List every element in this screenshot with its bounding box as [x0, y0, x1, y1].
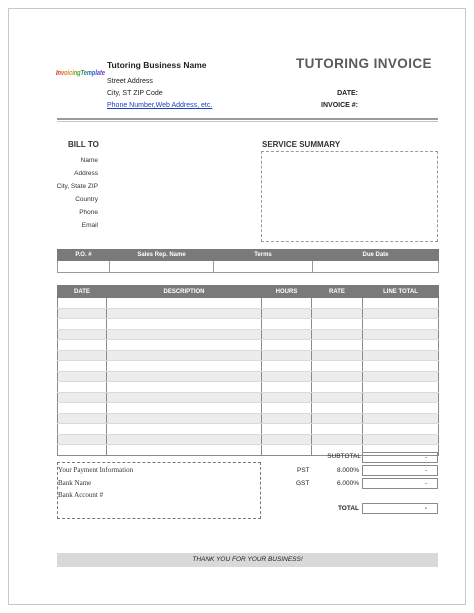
rate-cell[interactable]	[312, 298, 363, 309]
hours-cell[interactable]	[262, 308, 312, 319]
pst-rate[interactable]: 8.000%	[336, 467, 359, 474]
bill-to-phone: Phone	[79, 209, 98, 216]
bill-to-address: Address	[74, 170, 98, 177]
header-divider	[57, 118, 438, 120]
line-total-cell[interactable]	[363, 350, 439, 361]
gst-label: GST	[296, 480, 310, 487]
hours-cell[interactable]	[262, 413, 312, 424]
date-cell[interactable]	[58, 371, 107, 382]
table-row	[58, 371, 439, 382]
date-cell[interactable]	[58, 445, 107, 456]
street-address: Street Address	[107, 78, 153, 85]
date-cell[interactable]	[58, 329, 107, 340]
table-row	[58, 329, 439, 340]
hours-cell[interactable]	[262, 361, 312, 372]
line-total-cell[interactable]	[363, 382, 439, 393]
line-total-cell[interactable]	[363, 403, 439, 414]
description-cell[interactable]	[107, 403, 262, 414]
description-cell[interactable]	[107, 434, 262, 445]
line-total-cell[interactable]	[363, 308, 439, 319]
description-cell[interactable]	[107, 329, 262, 340]
date-cell[interactable]	[58, 382, 107, 393]
hours-cell[interactable]	[262, 382, 312, 393]
description-cell[interactable]	[107, 361, 262, 372]
bill-to-email: Email	[81, 222, 98, 229]
line-items-table	[57, 285, 439, 456]
table-row	[58, 319, 439, 330]
rate-cell[interactable]	[312, 308, 363, 319]
table-row	[58, 350, 439, 361]
description-cell[interactable]	[107, 424, 262, 435]
description-cell[interactable]	[107, 371, 262, 382]
bill-to-name: Name	[80, 157, 98, 164]
service-summary-heading: SERVICE SUMMARY	[262, 140, 341, 149]
po-table	[57, 249, 439, 273]
table-row	[58, 424, 439, 435]
service-summary-box[interactable]	[261, 151, 438, 242]
description-cell[interactable]	[107, 445, 262, 456]
description-cell[interactable]	[107, 350, 262, 361]
date-cell[interactable]	[58, 319, 107, 330]
line-total-cell[interactable]	[363, 413, 439, 424]
gst-value: -	[362, 478, 438, 489]
date-cell[interactable]	[58, 403, 107, 414]
hours-cell[interactable]	[262, 445, 312, 456]
rate-cell[interactable]	[312, 319, 363, 330]
rate-cell[interactable]	[312, 382, 363, 393]
date-cell[interactable]	[58, 413, 107, 424]
line-total-cell[interactable]	[363, 319, 439, 330]
hours-cell[interactable]	[262, 434, 312, 445]
table-row	[58, 298, 439, 309]
table-row	[58, 361, 439, 372]
po-number-header: P.O. #	[58, 250, 110, 261]
rate-cell[interactable]	[312, 424, 363, 435]
description-cell[interactable]	[107, 413, 262, 424]
bill-to-country: Country	[75, 196, 98, 203]
rate-cell[interactable]	[312, 329, 363, 340]
rate-cell[interactable]	[312, 350, 363, 361]
pst-value: -	[362, 465, 438, 476]
line-total-cell[interactable]	[363, 329, 439, 340]
subtotal-label: SUBTOTAL	[327, 453, 361, 460]
table-row	[58, 434, 439, 445]
po-number-cell[interactable]	[58, 261, 110, 273]
sales-rep-cell[interactable]	[110, 261, 214, 273]
due-date-header: Due Date	[313, 250, 439, 261]
line-total-cell[interactable]	[363, 340, 439, 351]
line-total-column-header: LINE TOTAL	[363, 286, 439, 298]
business-name: Tutoring Business Name	[107, 60, 207, 70]
description-cell[interactable]	[107, 382, 262, 393]
due-date-cell[interactable]	[313, 261, 439, 273]
pst-label: PST	[297, 467, 310, 474]
header-divider-thin	[57, 121, 438, 122]
hours-cell[interactable]	[262, 329, 312, 340]
date-column-header: DATE	[58, 286, 107, 298]
description-column-header: DESCRIPTION	[107, 286, 262, 298]
rate-column-header: RATE	[312, 286, 363, 298]
total-value: -	[362, 503, 438, 514]
company-logo	[56, 62, 106, 82]
date-cell[interactable]	[58, 392, 107, 403]
rate-cell[interactable]	[312, 361, 363, 372]
bill-to-city: City, State ZIP	[56, 183, 98, 190]
sales-rep-header: Sales Rep. Name	[110, 250, 214, 261]
line-total-cell[interactable]	[363, 434, 439, 445]
city-state-zip: City, ST ZIP Code	[107, 90, 163, 97]
svg-text:InvoicingTemplate: InvoicingTemplate	[56, 68, 105, 77]
table-row	[58, 413, 439, 424]
date-cell[interactable]	[58, 424, 107, 435]
hours-cell[interactable]	[262, 392, 312, 403]
hours-cell[interactable]	[262, 298, 312, 309]
rate-cell[interactable]	[312, 371, 363, 382]
rate-cell[interactable]	[312, 403, 363, 414]
line-total-cell[interactable]	[363, 298, 439, 309]
table-row	[58, 382, 439, 393]
date-cell[interactable]	[58, 308, 107, 319]
gst-rate[interactable]: 6.000%	[336, 480, 359, 487]
contact-link[interactable]: Phone Number,Web Address, etc.	[107, 102, 213, 109]
table-row	[58, 340, 439, 351]
date-cell[interactable]	[58, 350, 107, 361]
table-row	[58, 403, 439, 414]
description-cell[interactable]	[107, 340, 262, 351]
rate-cell[interactable]	[312, 392, 363, 403]
date-cell[interactable]	[58, 361, 107, 372]
total-label: TOTAL	[337, 505, 359, 512]
bill-to-heading: BILL TO	[68, 140, 99, 149]
invoice-number-label: INVOICE #:	[321, 102, 358, 109]
rate-cell[interactable]	[312, 434, 363, 445]
line-total-cell[interactable]	[363, 424, 439, 435]
invoice-title: TUTORING INVOICE	[296, 56, 432, 71]
description-cell[interactable]	[107, 392, 262, 403]
thank-you-banner: THANK YOU FOR YOUR BUSINESS!	[57, 553, 438, 567]
bank-account: Bank Account #	[58, 491, 104, 499]
hours-cell[interactable]	[262, 319, 312, 330]
hours-cell[interactable]	[262, 371, 312, 382]
hours-cell[interactable]	[262, 403, 312, 414]
table-row	[58, 392, 439, 403]
hours-cell[interactable]	[262, 350, 312, 361]
date-cell[interactable]	[58, 434, 107, 445]
description-cell[interactable]	[107, 319, 262, 330]
line-total-cell[interactable]	[363, 371, 439, 382]
rate-cell[interactable]	[312, 413, 363, 424]
terms-header: Terms	[214, 250, 313, 261]
rate-cell[interactable]	[312, 340, 363, 351]
hours-cell[interactable]	[262, 340, 312, 351]
description-cell[interactable]	[107, 298, 262, 309]
line-total-cell[interactable]	[363, 361, 439, 372]
terms-cell[interactable]	[214, 261, 313, 273]
date-cell[interactable]	[58, 298, 107, 309]
bank-name: Bank Name	[58, 479, 92, 487]
date-cell[interactable]	[58, 340, 107, 351]
hours-column-header: HOURS	[262, 286, 312, 298]
subtotal-value: -	[362, 452, 438, 463]
hours-cell[interactable]	[262, 424, 312, 435]
table-row	[58, 308, 439, 319]
payment-info-title: Your Payment Information	[58, 466, 134, 474]
line-total-cell[interactable]	[363, 392, 439, 403]
date-label: DATE:	[337, 90, 358, 97]
description-cell[interactable]	[107, 308, 262, 319]
